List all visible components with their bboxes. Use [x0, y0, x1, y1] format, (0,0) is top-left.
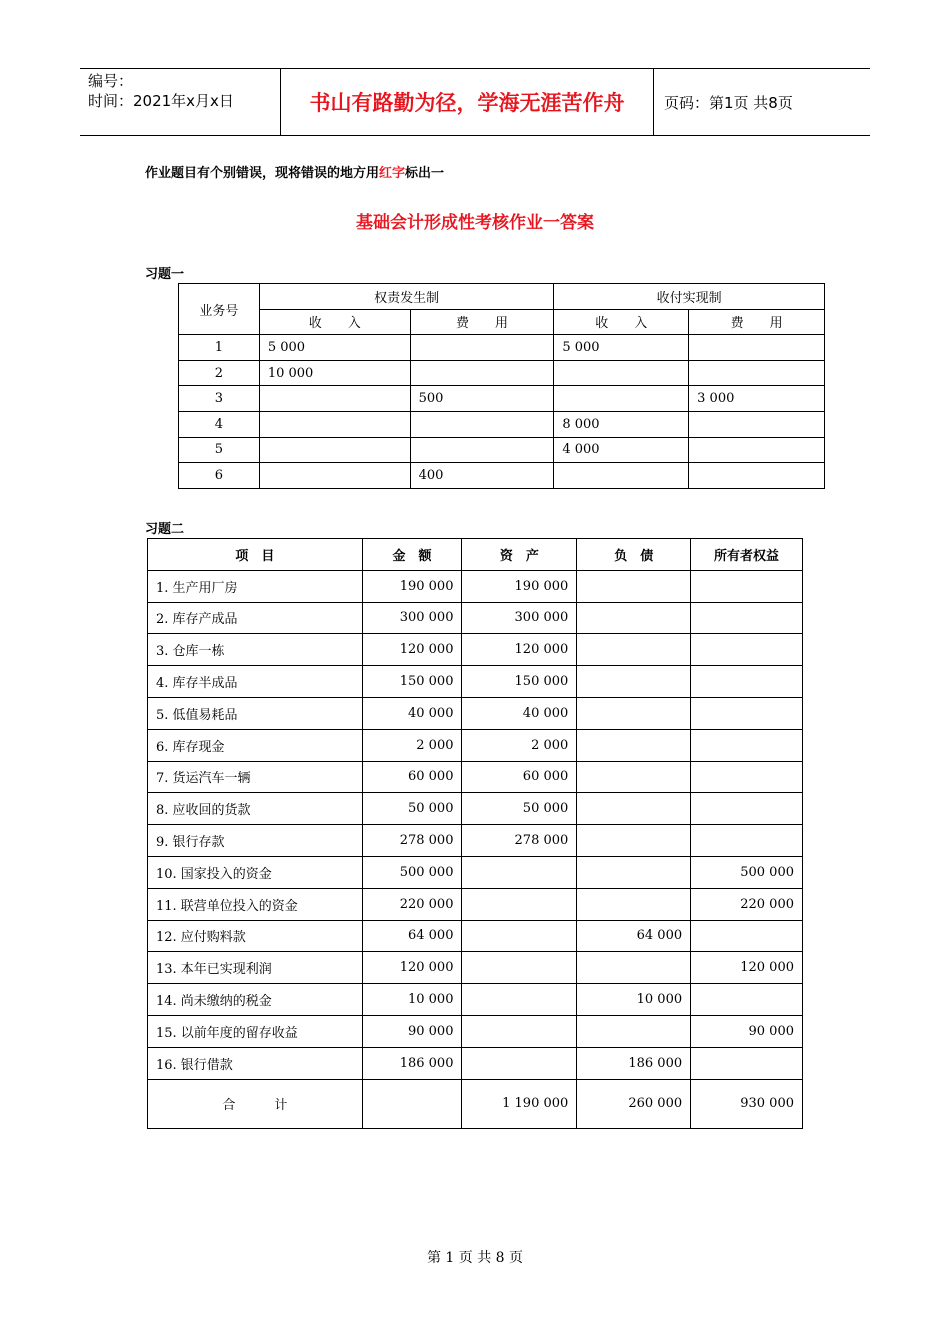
- exercise1-table: [178, 283, 825, 489]
- note-text-before: 作业题目有个别错误，现将错误的地方用: [145, 166, 380, 181]
- col-cash-expense: 费 用: [689, 309, 825, 335]
- item-cell: 10. 国家投入的资金: [148, 856, 363, 888]
- item-cell: 1. 生产用厂房: [148, 570, 363, 602]
- table-row: [179, 437, 825, 463]
- item-cell: 14. 尚未缴纳的税金: [148, 984, 363, 1016]
- value-cell: 10 000: [362, 984, 462, 1016]
- value-cell: [577, 602, 691, 634]
- cell: [259, 411, 410, 437]
- cell: 400: [410, 463, 554, 489]
- value-cell: 2 000: [462, 729, 577, 761]
- table-subheader-row: [179, 309, 825, 335]
- value-cell: [577, 761, 691, 793]
- table-row: [179, 463, 825, 489]
- item-cell: 4. 库存半成品: [148, 666, 363, 698]
- col-assets: 资 产: [462, 539, 577, 571]
- value-cell: 500 000: [691, 856, 803, 888]
- item-cell: 3. 仓库一栋: [148, 634, 363, 666]
- page-footer: 第 1 页 共 8 页: [426, 1250, 524, 1266]
- value-cell: [691, 920, 803, 952]
- value-cell: [462, 856, 577, 888]
- value-cell: 120 000: [362, 634, 462, 666]
- value-cell: [691, 666, 803, 698]
- item-cell: 16. 银行借款: [148, 1047, 363, 1079]
- table-row: [148, 825, 803, 857]
- table-row: [148, 920, 803, 952]
- cell: 5 000: [554, 335, 689, 361]
- value-cell: [577, 697, 691, 729]
- serial-label: 编号：: [88, 72, 134, 90]
- table-header-row: [148, 539, 803, 571]
- table-row: [148, 888, 803, 920]
- item-cell: 15. 以前年度的留存收益: [148, 1015, 363, 1047]
- value-cell: [577, 825, 691, 857]
- value-cell: [577, 952, 691, 984]
- value-cell: [691, 570, 803, 602]
- item-cell: 9. 银行存款: [148, 825, 363, 857]
- page-title: 基础会计形成性考核作业一答案: [356, 213, 594, 233]
- cell: [410, 411, 554, 437]
- cell: 4 000: [554, 437, 689, 463]
- cell: 5: [179, 437, 260, 463]
- table-row: [148, 952, 803, 984]
- value-cell: 300 000: [462, 602, 577, 634]
- total-label: 合 计: [148, 1079, 363, 1128]
- total-cell: 260 000: [577, 1079, 691, 1128]
- cell: 1: [179, 335, 260, 361]
- cell: [554, 360, 689, 386]
- table-row: [148, 729, 803, 761]
- header-meta: [80, 69, 281, 135]
- cell: [689, 463, 825, 489]
- col-amount: 金 额: [362, 539, 462, 571]
- value-cell: 60 000: [462, 761, 577, 793]
- value-cell: [691, 729, 803, 761]
- table-row: [148, 793, 803, 825]
- value-cell: [577, 888, 691, 920]
- cell: [689, 335, 825, 361]
- total-cell: [362, 1079, 462, 1128]
- value-cell: 186 000: [362, 1047, 462, 1079]
- item-cell: 2. 库存产成品: [148, 602, 363, 634]
- col-accrual-expense: 费 用: [410, 309, 554, 335]
- table-row: [148, 1015, 803, 1047]
- table-row: [148, 634, 803, 666]
- value-cell: [577, 793, 691, 825]
- cell: 8 000: [554, 411, 689, 437]
- col-business-no: 业务号: [179, 284, 260, 335]
- value-cell: 50 000: [462, 793, 577, 825]
- value-cell: [691, 634, 803, 666]
- exercise2-label: 习题二: [145, 522, 185, 537]
- value-cell: 186 000: [577, 1047, 691, 1079]
- value-cell: 40 000: [362, 697, 462, 729]
- value-cell: 190 000: [362, 570, 462, 602]
- value-cell: [691, 1047, 803, 1079]
- value-cell: 120 000: [691, 952, 803, 984]
- value-cell: [462, 1047, 577, 1079]
- table-row: [148, 666, 803, 698]
- item-cell: 12. 应付购料款: [148, 920, 363, 952]
- value-cell: 50 000: [362, 793, 462, 825]
- cell: [410, 437, 554, 463]
- col-equity: 所有者权益: [691, 539, 803, 571]
- note-text-after: 标出一: [405, 166, 445, 181]
- value-cell: 278 000: [462, 825, 577, 857]
- value-cell: 40 000: [462, 697, 577, 729]
- col-group-cash: 收付实现制: [554, 284, 825, 310]
- exercise2-body: [148, 570, 803, 1128]
- header-page-info: 页码：第1页 共8页: [664, 93, 793, 112]
- cell: [259, 386, 410, 412]
- table-row: [148, 856, 803, 888]
- table-row: [148, 761, 803, 793]
- value-cell: 120 000: [462, 634, 577, 666]
- value-cell: 500 000: [362, 856, 462, 888]
- col-group-accrual: 权责发生制: [259, 284, 554, 310]
- exercise2-table: [147, 538, 803, 1129]
- table-row: [148, 697, 803, 729]
- value-cell: 220 000: [362, 888, 462, 920]
- cell: [259, 437, 410, 463]
- date-label: 时间：2021年x月x日: [88, 92, 234, 110]
- table-row: [179, 411, 825, 437]
- col-liabilities: 负 债: [577, 539, 691, 571]
- total-row: [148, 1079, 803, 1128]
- value-cell: [691, 825, 803, 857]
- cell: 5 000: [259, 335, 410, 361]
- total-cell: 930 000: [691, 1079, 803, 1128]
- header-motto: 书山有路勤为径，学海无涯苦作舟: [281, 69, 654, 135]
- value-cell: [577, 666, 691, 698]
- item-cell: 6. 库存现金: [148, 729, 363, 761]
- col-item: 项 目: [148, 539, 363, 571]
- cell: 3 000: [689, 386, 825, 412]
- value-cell: 2 000: [362, 729, 462, 761]
- value-cell: 278 000: [362, 825, 462, 857]
- table-header-row: [179, 284, 825, 310]
- cell: 10 000: [259, 360, 410, 386]
- value-cell: 300 000: [362, 602, 462, 634]
- correction-note: [145, 162, 444, 181]
- value-cell: [462, 888, 577, 920]
- value-cell: [577, 634, 691, 666]
- value-cell: [577, 1015, 691, 1047]
- value-cell: 150 000: [362, 666, 462, 698]
- cell: [554, 463, 689, 489]
- table-row: [148, 1047, 803, 1079]
- table-row: [179, 360, 825, 386]
- value-cell: 64 000: [362, 920, 462, 952]
- cell: [259, 463, 410, 489]
- table-row: [179, 335, 825, 361]
- value-cell: [691, 697, 803, 729]
- value-cell: 60 000: [362, 761, 462, 793]
- exercise1-label: 习题一: [145, 267, 185, 282]
- cell: 500: [410, 386, 554, 412]
- value-cell: 190 000: [462, 570, 577, 602]
- value-cell: [577, 570, 691, 602]
- value-cell: [691, 761, 803, 793]
- item-cell: 11. 联营单位投入的资金: [148, 888, 363, 920]
- value-cell: 120 000: [362, 952, 462, 984]
- table-row: [179, 386, 825, 412]
- value-cell: 64 000: [577, 920, 691, 952]
- col-accrual-income: 收 入: [259, 309, 410, 335]
- value-cell: [462, 984, 577, 1016]
- item-cell: 13. 本年已实现利润: [148, 952, 363, 984]
- value-cell: 220 000: [691, 888, 803, 920]
- cell: [689, 437, 825, 463]
- cell: [410, 335, 554, 361]
- value-cell: 90 000: [362, 1015, 462, 1047]
- table-row: [148, 570, 803, 602]
- value-cell: 90 000: [691, 1015, 803, 1047]
- value-cell: [462, 1015, 577, 1047]
- cell: [689, 411, 825, 437]
- cell: 4: [179, 411, 260, 437]
- cell: 3: [179, 386, 260, 412]
- item-cell: 7. 货运汽车一辆: [148, 761, 363, 793]
- value-cell: [577, 729, 691, 761]
- table-row: [148, 602, 803, 634]
- col-cash-income: 收 入: [554, 309, 689, 335]
- item-cell: 5. 低值易耗品: [148, 697, 363, 729]
- page-header: [80, 68, 870, 136]
- value-cell: 10 000: [577, 984, 691, 1016]
- table-row: [148, 984, 803, 1016]
- cell: 6: [179, 463, 260, 489]
- value-cell: [462, 920, 577, 952]
- value-cell: [691, 602, 803, 634]
- total-cell: 1 190 000: [462, 1079, 577, 1128]
- note-highlight: 红字: [379, 166, 406, 181]
- value-cell: [691, 793, 803, 825]
- cell: 2: [179, 360, 260, 386]
- value-cell: [462, 952, 577, 984]
- item-cell: 8. 应收回的货款: [148, 793, 363, 825]
- value-cell: 150 000: [462, 666, 577, 698]
- value-cell: [577, 856, 691, 888]
- cell: [410, 360, 554, 386]
- cell: [689, 360, 825, 386]
- value-cell: [691, 984, 803, 1016]
- cell: [554, 386, 689, 412]
